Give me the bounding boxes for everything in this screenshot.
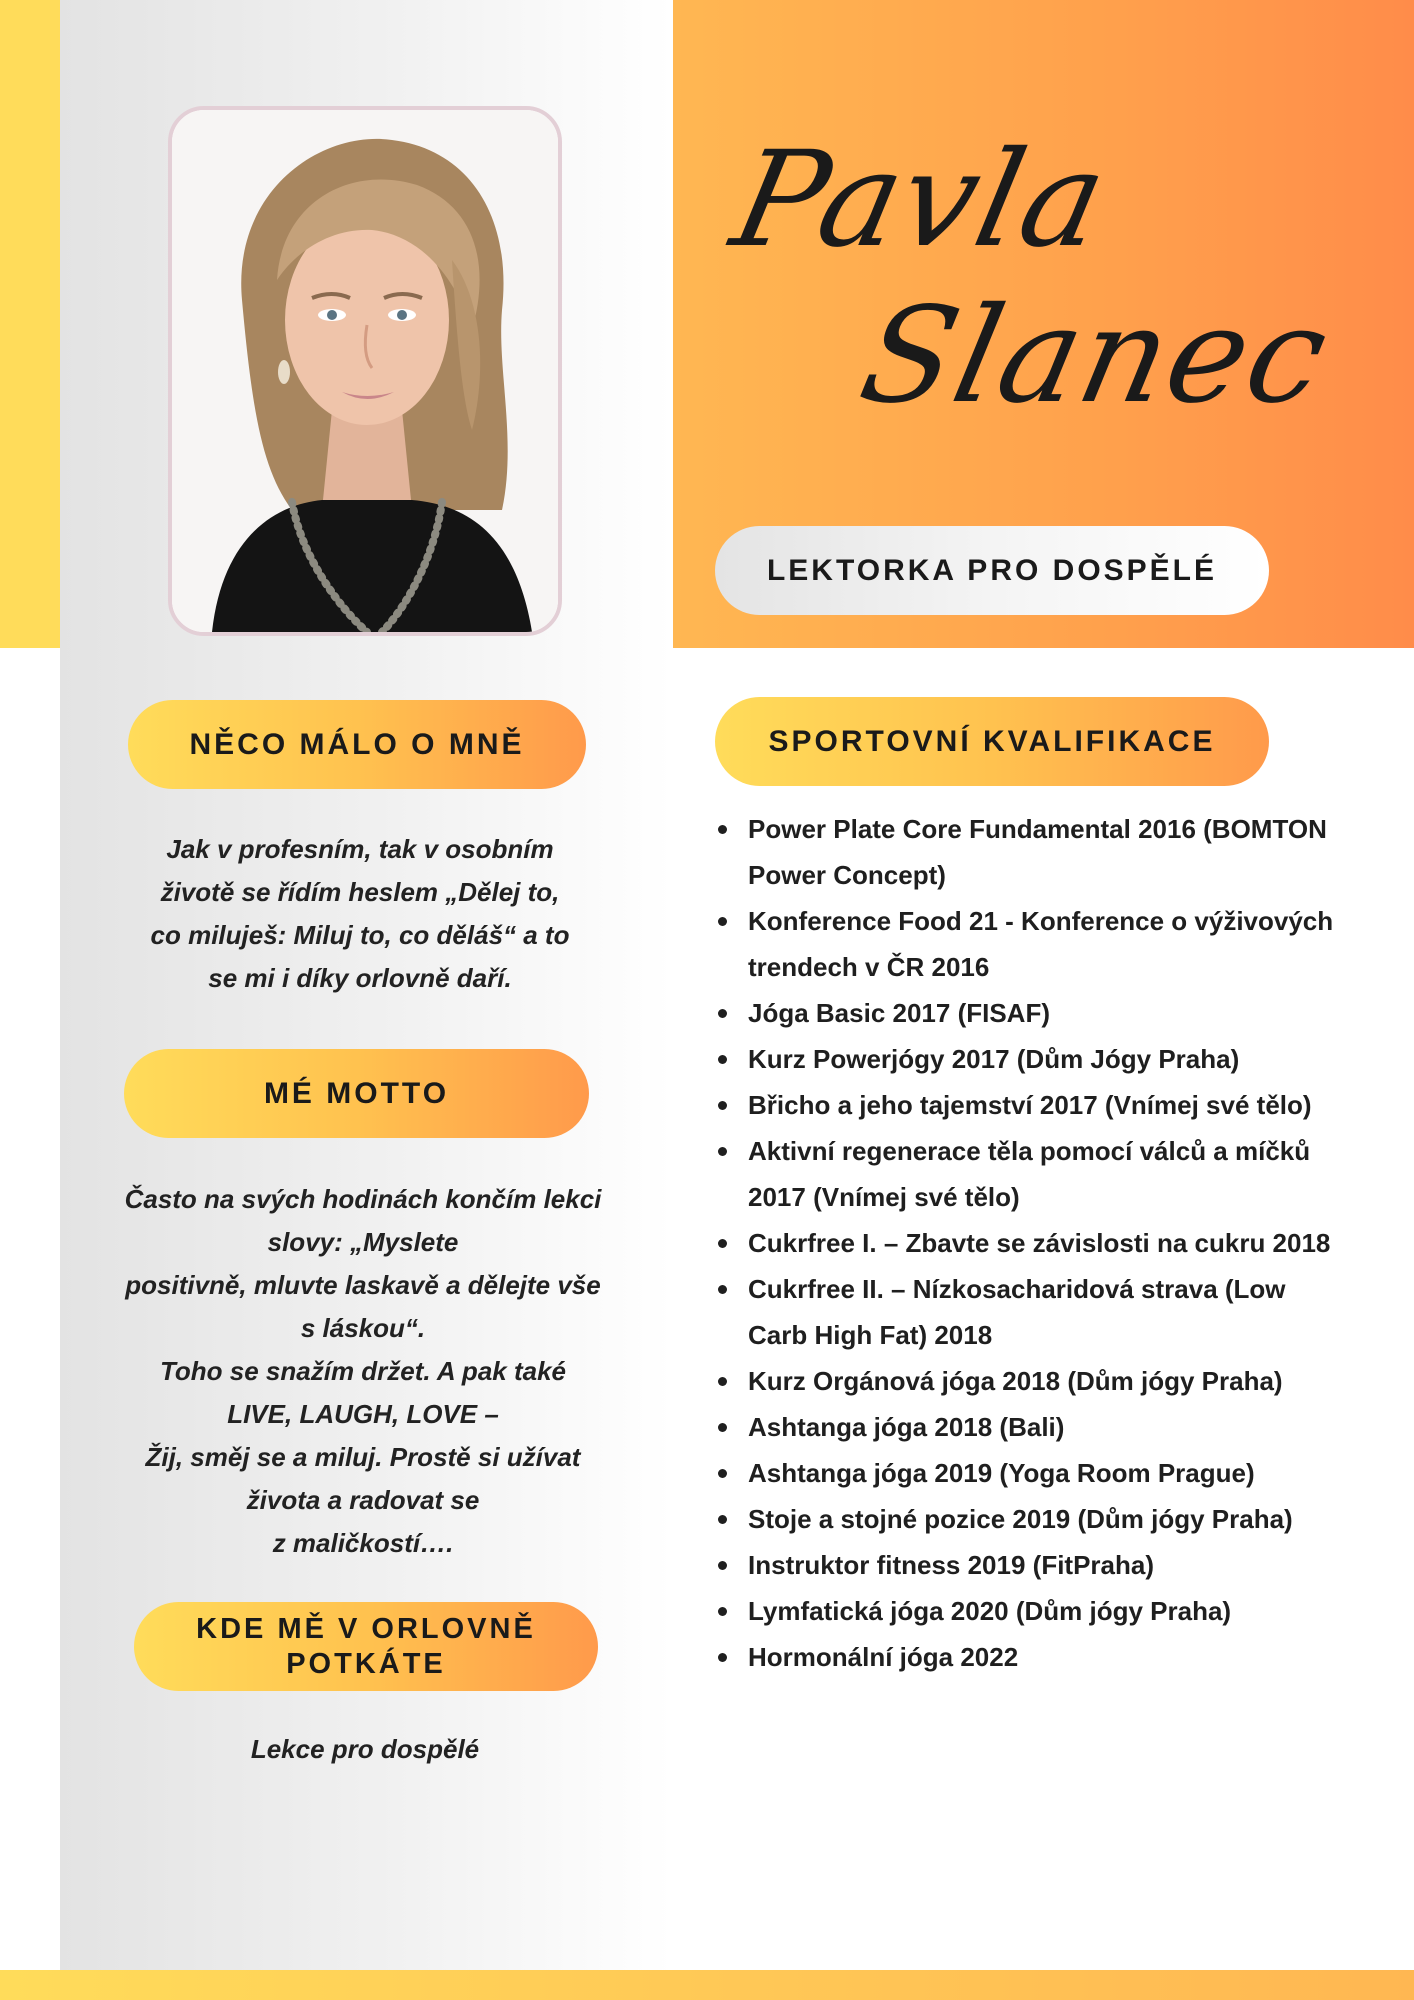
motto-text-line: positivně, mluvte laskavě a dělejte vše <box>125 1270 601 1300</box>
about-text-line: životě se řídím heslem „Dělej to, <box>160 877 560 907</box>
where-heading: KDE MĚ V ORLOVNĚ POTKÁTE <box>134 1602 598 1691</box>
motto-text-line: s láskou“. <box>300 1313 426 1343</box>
yellow-accent-band <box>0 0 60 648</box>
role-badge: LEKTORKA PRO DOSPĚLÉ <box>715 526 1269 615</box>
portrait-illustration <box>172 110 558 632</box>
qualification-item <box>712 806 1392 898</box>
qualification-item-line: Carb High Fat) 2018 <box>748 1320 993 1350</box>
qualification-item-line: trendech v ČR 2016 <box>748 952 990 982</box>
qualification-item <box>712 1588 1392 1634</box>
motto-text-line: Toho se snažím držet. A pak také <box>160 1356 566 1386</box>
qualification-item <box>712 1404 1392 1450</box>
bottom-gradient-band <box>0 1970 1414 2000</box>
qualification-item-line: Kurz Orgánová jóga 2018 (Dům jógy Praha) <box>748 1366 1283 1396</box>
qualification-item-line: Power Plate Core Fundamental 2016 (BOMTON <box>748 814 1327 844</box>
qualification-item <box>712 1220 1392 1266</box>
motto-text-line: slovy: „Myslete <box>267 1227 459 1257</box>
about-text <box>120 828 600 1000</box>
qualification-item <box>712 1634 1392 1680</box>
portrait-photo <box>168 106 562 636</box>
qualification-item-line: Stoje a stojné pozice 2019 (Dům jógy Praha) <box>748 1504 1293 1534</box>
qualifications-heading: SPORTOVNÍ KVALIFIKACE <box>715 697 1269 786</box>
qualification-item <box>712 1358 1392 1404</box>
where-text: Lekce pro dospělé <box>250 1734 480 1764</box>
motto-text <box>108 1178 618 1565</box>
motto-text-line: z maličkostí…. <box>272 1528 454 1558</box>
qualification-item <box>712 1128 1392 1220</box>
qualification-item-line: Cukrfree II. – Nízkosacharidová strava (Low <box>748 1274 1286 1304</box>
qualification-item-line: Kurz Powerjógy 2017 (Dům Jógy Praha) <box>748 1044 1240 1074</box>
qualification-item <box>712 1082 1392 1128</box>
qualification-item-line: Jóga Basic 2017 (FISAF) <box>748 998 1050 1028</box>
motto-heading: MÉ MOTTO <box>124 1049 589 1138</box>
qualification-item <box>712 1266 1392 1358</box>
about-text-line: Jak v profesním, tak v osobním <box>166 834 554 864</box>
qualification-item-line: Ashtanga jóga 2019 (Yoga Room Prague) <box>748 1458 1255 1488</box>
last-name: Slanec <box>848 279 1342 433</box>
first-name: Pavla <box>720 123 1121 277</box>
qualification-item-line: 2017 (Vnímej své tělo) <box>748 1182 1020 1212</box>
person-name <box>720 120 1342 460</box>
qualification-item-line: Aktivní regenerace těla pomocí válců a míčků <box>748 1136 1311 1166</box>
qualification-item-line: Hormonální jóga 2022 <box>748 1642 1019 1672</box>
qualification-item-line: Lymfatická jóga 2020 (Dům jógy Praha) <box>748 1596 1232 1626</box>
about-text-line: co miluješ: Miluj to, co děláš“ a to <box>150 920 570 950</box>
motto-text-line: Často na svých hodinách končím lekci <box>124 1184 602 1214</box>
qualification-item <box>712 1450 1392 1496</box>
qualification-item <box>712 990 1392 1036</box>
qualification-item-line: Břicho a jeho tajemství 2017 (Vnímej své tělo) <box>748 1090 1312 1120</box>
qualification-item-line: Power Concept) <box>748 860 946 890</box>
motto-text-line: LIVE, LAUGH, LOVE – <box>227 1399 499 1429</box>
qualification-item <box>712 1496 1392 1542</box>
qualification-item-line: Konference Food 21 - Konference o výživových <box>748 906 1334 936</box>
qualification-item <box>712 898 1392 990</box>
qualification-item-line: Ashtanga jóga 2018 (Bali) <box>748 1412 1065 1442</box>
qualification-item-line: Cukrfree I. – Zbavte se závislosti na cukru 2018 <box>748 1228 1331 1258</box>
about-text-line: se mi i díky orlovně daří. <box>208 963 512 993</box>
qualification-item-line: Instruktor fitness 2019 (FitPraha) <box>748 1550 1154 1580</box>
qualification-item <box>712 1542 1392 1588</box>
motto-text-line: Žij, směj se a miluj. Prostě si užívat <box>145 1442 581 1472</box>
about-heading: NĚCO MÁLO O MNĚ <box>128 700 586 789</box>
qualifications-list <box>712 806 1392 1680</box>
qualification-item <box>712 1036 1392 1082</box>
motto-text-line: života a radovat se <box>246 1485 480 1515</box>
